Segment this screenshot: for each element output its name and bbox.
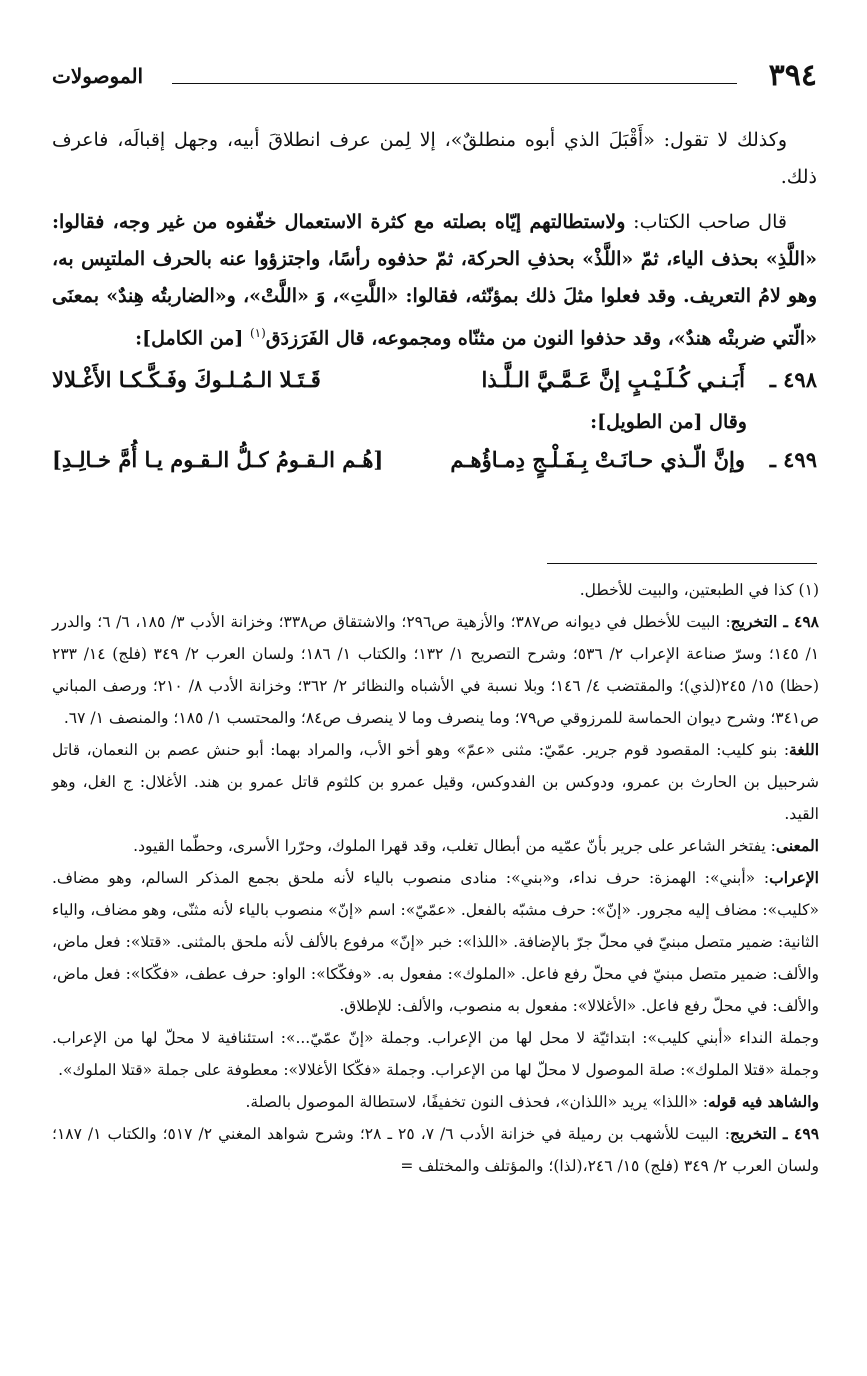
running-title: الموصولات bbox=[52, 64, 144, 88]
paragraph-2-tail: [من الكامل]: bbox=[135, 327, 250, 350]
note-498-irab bbox=[52, 862, 819, 1022]
page-header bbox=[52, 58, 817, 94]
verse-498-first-hemistich: أَبَـنـي كُـلَـيْـبٍ إنَّ عَـمَّـيَّ الـلَّـذا bbox=[481, 367, 745, 393]
paragraph-2-lead: قال صاحب الكتاب: bbox=[625, 211, 787, 233]
note-499-takhrij-text: : البيت للأشهب بن رميلة في خزانة الأدب ٦/ ٧، ٢٥ ـ ٢٨؛ وشرح شواهد المغني ٢/ ٥١٧؛ والكتاب ١/ ١٨٧؛ ولسان العرب ٢/ ٣٤٩ (فلج) ١٥/ ٢٤٦،(لذا)؛ والمؤتلف والمختلف = bbox=[52, 1125, 819, 1175]
note-498-lugha bbox=[52, 734, 819, 830]
note-498-shahid bbox=[52, 1086, 819, 1118]
footnote-separator bbox=[547, 563, 817, 564]
footnotes bbox=[52, 574, 819, 1182]
maana-label: المعنى bbox=[775, 836, 819, 855]
page-number: ٣٩٤ bbox=[768, 58, 817, 93]
note-498-irab-sentences: وجملة النداء «أبني كليب»: ابتدائيّة لا محل لها من الإعراب. وجملة «إنّ عمّيّ...»: استئنافية لا محلّ لها من الإعراب. وجملة «قتلا الملوك»: صلة الموصول لا محلّ لها من الإعراب. وجملة «فكّكا الأغلالا»: معطوفة على جملة «قتلا الملوك». bbox=[52, 1029, 819, 1079]
note-499-takhrij bbox=[52, 1118, 819, 1182]
footnote-ref-1: (١) bbox=[249, 326, 266, 340]
irab-label: الإعراب bbox=[769, 868, 819, 887]
shahid-label: والشاهد فيه قوله bbox=[707, 1092, 819, 1111]
lugha-text: : بنو كليب: المقصود قوم جرير. عمّيّ: مثنى «عمّ» وهو أخو الأب، والمراد بهما: أبو حنش عصم بن النعمان، قاتل شرحبيل بن الحارث بن عمرو، ودوكس بن الفدوكس، وقيل عمرو بن كلثوم قاتل عمرو بن هند. الأغلال: ج الغل، وهو القيد. bbox=[52, 741, 819, 823]
verse-499-second-hemistich: [هُـم الـقـومُ كـلُّ الـقـوم يـا أُمَّ خـالِـدِ] bbox=[52, 447, 384, 473]
verse-499-first-hemistich: وإنَّ الّـذي حـانَـتْ بِـفَـلْـجٍ دِمـاؤُهـم bbox=[450, 447, 745, 473]
maana-text: : يفتخر الشاعر على جرير بأنّ عمّيه من أبطال تغلب، وقد قهرا الملوك، وحرّرا الأسرى، وحطّما القيود. bbox=[133, 837, 776, 855]
note-498-takhrij-label: ٤٩٨ ـ التخريج bbox=[730, 612, 819, 631]
verse-498-number: ٤٩٨ ـ bbox=[769, 367, 817, 393]
verse-498-second-hemistich: قَـتَـلا الـمُـلـوكَ وفَـكَّـكـا الأَغْـلالا bbox=[52, 367, 321, 393]
paragraph-1: وكذلك لا تقول: «أَقْبَلَ الذي أبوه منطلقٌ»، إلا لِمن عرف انطلاقَ أبيه، وجهل إقبالَه، فاعرف ذلك. bbox=[52, 129, 817, 188]
lugha-label: اللغة bbox=[789, 740, 819, 759]
verse-intro: وقال [من الطويل]: bbox=[590, 411, 747, 434]
footnote-1: (١) كذا في الطبعتين، والبيت للأخطل. bbox=[579, 581, 819, 599]
note-498-takhrij-text: : البيت للأخطل في ديوانه ص٣٨٧؛ والأزهية ص٢٩٦؛ والاشتقاق ص٣٣٨؛ وخزانة الأدب ٣/ ١٨٥، ٦/ ٦؛ والدرر ١/ ١٤٥؛ وسرّ صناعة الإعراب ٢/ ٥٣٦؛ وشرح التصريح ١/ ١٣٢؛ والكتاب ١/ ١٨٦؛ ولسان العرب ٢/ ٣٤٩ (فلج) ١٤/ ٢٣٣ (حظا) ١٥/ ٢٤٥(لذي)؛ والمقتضب ٤/ ١٤٦؛ وبلا نسبة في الأشباه والنظائر ٢/ ٣٦٢؛ وخزانة الأدب ٨/ ٢١٠؛ ورصف المباني ص٣٤١؛ وشرح ديوان الحماسة للمرزوقي ص٧٩؛ وما ينصرف وما لا ينصرف ص٨٤؛ والمحتسب ١/ ١٨٥؛ والمنصف ١/ ٦٧. bbox=[52, 613, 820, 727]
header-rule bbox=[172, 83, 737, 84]
verse-498 bbox=[52, 361, 817, 405]
note-499-takhrij-label: ٤٩٩ ـ التخريج bbox=[729, 1124, 820, 1143]
verse-499 bbox=[52, 441, 817, 485]
verse-499-number: ٤٩٩ ـ bbox=[769, 447, 817, 473]
main-text bbox=[52, 122, 817, 485]
shahid-text: : «اللذا» يريد «اللذان»، فحذف النون تخفيفًا، لاستطالة الموصول بالصلة. bbox=[245, 1093, 708, 1111]
note-498-takhrij bbox=[52, 606, 819, 734]
paragraph-2-bold: ولاستطالتهم إيّاه بصلته مع كثرة الاستعمال خفّفوه من غير وجه، فقالوا: «اللَّذِ» بحذف الياء، ثمّ «اللَّذْ» بحذفِ الحركة، ثمّ حذفوه رأسًا، واجتزؤوا عنه بالحرف الملتبِس به، وهو لامُ التعريف. وقد فعلوا مثلَ ذلك بمؤنّثه، فقالوا: «اللَّتِ»، وَ «اللَّتْ»، و«الضاربتُه هِندٌ» بمعنَى «الّتي ضربتْه هندٌ»، وقد حذفوا النون من مثنّاه ومجموعه، قال الفَرَزدَق bbox=[52, 211, 817, 350]
note-498-maana bbox=[52, 830, 819, 862]
paragraph-2 bbox=[52, 204, 817, 357]
irab-text: : «أبني»: الهمزة: حرف نداء، و«بني»: منادى منصوب بالياء لأنه ملحق بجمع المذكر السالم، وهو مضاف. «كليب»: مضاف إليه مجرور. «إنّ»: حرف مشبّه بالفعل. «عمّيّ»: اسم «إنّ» منصوب بالياء لأنه مثنّى، وهو مضاف، والياء الثانية: ضمير متصل مبنيّ في محلّ جرّ بالإضافة. «اللذا»: خبر «إنّ» مرفوع بالألف لأنه ملحق بالمثنى. «قتلا»: فعل ماض، والألف: ضمير متصل مبنيّ في محلّ رفع فاعل. «الملوك»: مفعول به. «وفكّكا»: الواو: حرف عطف، «فكّكا»: فعل ماض، والألف: في محلّ رفع فاعل. «الأغلالا»: مفعول به منصوب، والألف: للإطلاق. bbox=[52, 869, 819, 1015]
